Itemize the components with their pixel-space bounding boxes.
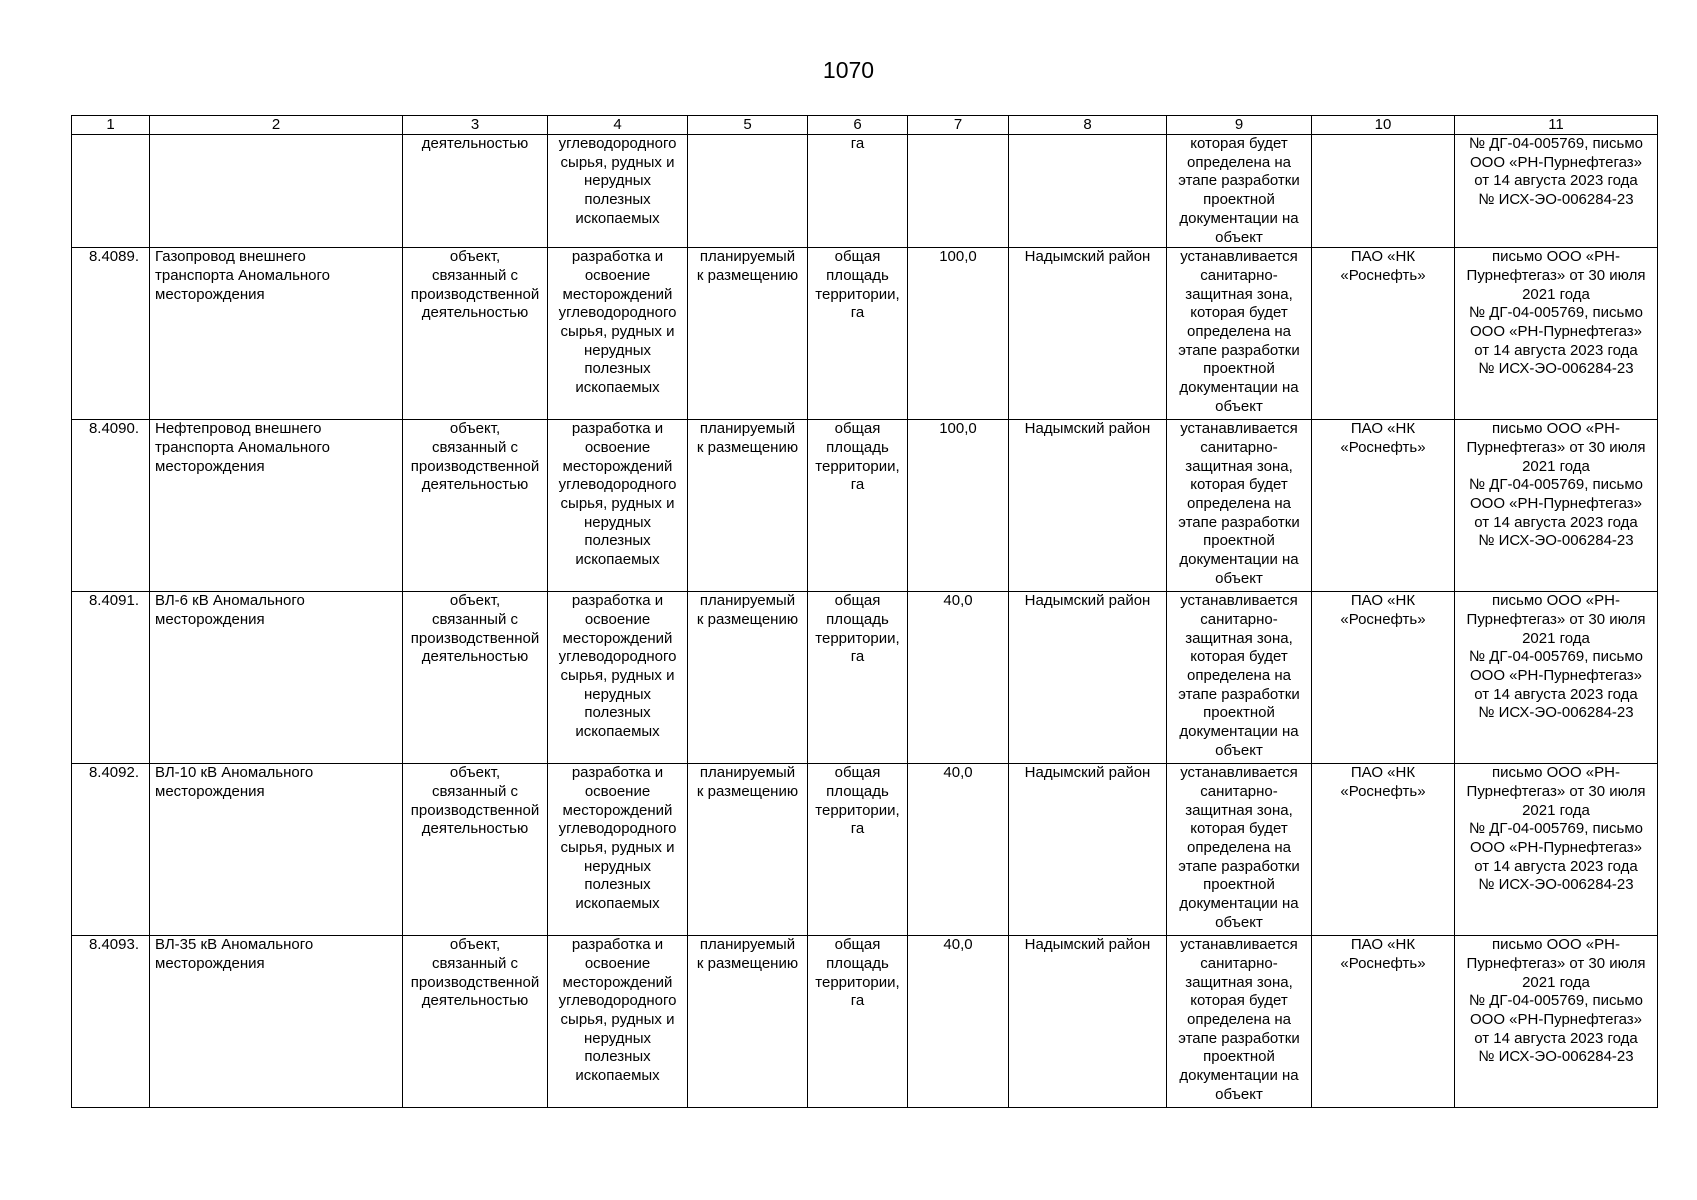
column-number: 3 — [403, 116, 548, 135]
object-name-line: ВЛ-10 кВ Аномального — [155, 764, 314, 782]
object-purpose — [548, 764, 688, 936]
object-owner-line: ПАО «НК — [1350, 592, 1416, 610]
object-zone-line: объект — [1215, 397, 1263, 415]
object-purpose — [548, 592, 688, 764]
object-purpose-line: сырья, рудных и — [560, 1011, 675, 1029]
object-purpose-line: полезных — [584, 360, 651, 378]
object-unit — [808, 420, 908, 592]
object-source-line: ООО «РН-Пурнефтегаз» — [1469, 667, 1643, 685]
column-number-row — [72, 116, 1658, 135]
object-zone-line: документации на — [1179, 379, 1299, 397]
object-purpose-line: углеводородного — [558, 820, 677, 838]
object-unit-line: территории, — [815, 457, 900, 475]
object-unit — [808, 764, 908, 936]
object-type-line: связанный с — [431, 438, 519, 456]
object-source-line: № ИСХ-ЭО-006284-23 — [1478, 1048, 1634, 1066]
object-zone-line: которая будет — [1190, 135, 1288, 152]
object-source-line: № ИСХ-ЭО-006284-23 — [1478, 532, 1634, 550]
object-purpose-line: разработка и — [571, 420, 664, 438]
object-zone-line: защитная зона, — [1185, 801, 1293, 819]
object-unit-line: га — [850, 820, 865, 838]
object-zone-line: этапе разработки — [1178, 685, 1300, 703]
column-number: 8 — [1009, 116, 1167, 135]
column-number: 11 — [1455, 116, 1658, 135]
object-type-line: производственной — [410, 285, 540, 303]
object-source-line: от 14 августа 2023 года — [1474, 685, 1638, 703]
object-type-line: связанный с — [431, 954, 519, 972]
object-purpose-line: месторождений — [562, 457, 673, 475]
object-zone-line: этапе разработки — [1178, 1029, 1300, 1047]
object-type-line: производственной — [410, 801, 540, 819]
object-purpose — [548, 936, 688, 1108]
row-number: 8.4090. — [72, 420, 150, 592]
row-number: 8.4093. — [72, 936, 150, 1108]
object-zone-line: определена на — [1187, 153, 1291, 171]
object-zone-line: устанавливается — [1180, 420, 1298, 438]
object-name-line: месторождения — [155, 285, 265, 303]
object-zone-line: устанавливается — [1180, 248, 1298, 266]
object-source-line: 2021 года — [1522, 801, 1590, 819]
object-purpose-line: ископаемых — [575, 379, 660, 397]
object-source-line: ООО «РН-Пурнефтегаз» — [1469, 1011, 1643, 1029]
object-zone-line: документации на — [1179, 895, 1299, 913]
object-zone-line: этапе разработки — [1178, 341, 1300, 359]
object-zone-line: которая будет — [1190, 476, 1288, 494]
object-zone-line: проектной — [1203, 191, 1275, 209]
object-source-line: от 14 августа 2023 года — [1474, 857, 1638, 875]
object-type-line: деятельностью — [421, 135, 529, 152]
object-source-line: № ДГ-04-005769, письмо — [1468, 304, 1644, 322]
object-type — [403, 420, 548, 592]
object-purpose-line: ископаемых — [575, 723, 660, 741]
object-source-line: ООО «РН-Пурнефтегаз» — [1469, 495, 1643, 513]
object-source-line: письмо ООО «РН- — [1492, 592, 1620, 610]
object-zone-line: санитарно- — [1200, 782, 1278, 800]
object-name-line: месторождения — [155, 610, 265, 628]
object-zone — [1167, 420, 1312, 592]
object-source-line: 2021 года — [1522, 973, 1590, 991]
object-source — [1455, 420, 1658, 592]
table-row — [72, 764, 1658, 936]
object-name-line: транспорта Аномального — [155, 266, 330, 284]
object-status — [688, 764, 808, 936]
column-number: 2 — [150, 116, 403, 135]
object-zone-line: проектной — [1203, 876, 1275, 894]
column-number: 5 — [688, 116, 808, 135]
object-owner-line: «Роснефть» — [1340, 266, 1426, 284]
object-source-line: № ДГ-04-005769, письмо — [1468, 476, 1644, 494]
object-name — [150, 592, 403, 764]
object-purpose-line: сырья, рудных и — [560, 667, 675, 685]
object-unit-line: площадь — [826, 438, 889, 456]
object-type-line: деятельностью — [421, 648, 529, 666]
object-name-line: ВЛ-6 кВ Аномального — [155, 592, 305, 610]
object-purpose-line: углеводородного — [558, 304, 677, 322]
object-zone-line: документации на — [1179, 209, 1299, 227]
object-status-line: к размещению — [696, 438, 799, 456]
object-status-line: к размещению — [696, 782, 799, 800]
object-status — [688, 248, 808, 420]
object-purpose-line: углеводородного — [558, 476, 677, 494]
object-value — [908, 135, 1009, 248]
object-value: 100,0 — [908, 248, 1009, 420]
object-unit-line: га — [850, 135, 865, 152]
object-owner-line: ПАО «НК — [1350, 420, 1416, 438]
object-zone-line: которая будет — [1190, 304, 1288, 322]
object-source-line: от 14 августа 2023 года — [1474, 172, 1638, 190]
object-source-line: от 14 августа 2023 года — [1474, 513, 1638, 531]
object-purpose-line: освоение — [584, 610, 651, 628]
object-source-line: ООО «РН-Пурнефтегаз» — [1469, 323, 1643, 341]
object-zone-line: документации на — [1179, 723, 1299, 741]
object-purpose-line: месторождений — [562, 801, 673, 819]
object-zone-line: документации на — [1179, 1067, 1299, 1085]
object-unit-line: га — [850, 648, 865, 666]
object-status-line: к размещению — [696, 610, 799, 628]
object-source — [1455, 592, 1658, 764]
object-type — [403, 592, 548, 764]
object-unit-line: га — [850, 476, 865, 494]
page-number: 1070 — [822, 57, 875, 83]
object-purpose-line: освоение — [584, 782, 651, 800]
object-type-line: объект, — [449, 420, 501, 438]
object-type-line: деятельностью — [421, 992, 529, 1010]
object-status-line: планируемый — [699, 592, 796, 610]
object-purpose-line: месторождений — [562, 629, 673, 647]
object-name — [150, 248, 403, 420]
object-zone — [1167, 135, 1312, 248]
object-value: 40,0 — [908, 764, 1009, 936]
row-number — [72, 135, 150, 248]
object-name-line: Газопровод внешнего — [155, 248, 306, 266]
object-status — [688, 936, 808, 1108]
object-source-line: 2021 года — [1522, 457, 1590, 475]
object-source — [1455, 936, 1658, 1108]
object-purpose-line: месторождений — [562, 973, 673, 991]
object-purpose-line: полезных — [584, 532, 651, 550]
object-status — [688, 420, 808, 592]
row-number: 8.4092. — [72, 764, 150, 936]
object-source — [1455, 135, 1658, 248]
object-unit-line: общая — [834, 248, 881, 266]
object-source-line: от 14 августа 2023 года — [1474, 1029, 1638, 1047]
object-name — [150, 135, 403, 248]
object-unit-line: общая — [834, 936, 881, 954]
object-zone-line: документации на — [1179, 551, 1299, 569]
object-zone-line: устанавливается — [1180, 764, 1298, 782]
object-type-line: производственной — [410, 973, 540, 991]
object-purpose-line: нерудных — [583, 172, 652, 190]
table-row — [72, 592, 1658, 764]
object-purpose-line: сырья, рудных и — [560, 153, 675, 171]
object-source-line: № ИСХ-ЭО-006284-23 — [1478, 191, 1634, 209]
object-zone-line: защитная зона, — [1185, 285, 1293, 303]
object-purpose-line: разработка и — [571, 248, 664, 266]
object-district: Надымский район — [1009, 764, 1167, 936]
object-source-line: письмо ООО «РН- — [1492, 420, 1620, 438]
object-zone-line: санитарно- — [1200, 266, 1278, 284]
object-type-line: объект, — [449, 248, 501, 266]
object-source-line: письмо ООО «РН- — [1492, 936, 1620, 954]
object-source-line: ООО «РН-Пурнефтегаз» — [1469, 153, 1643, 171]
object-zone-line: которая будет — [1190, 992, 1288, 1010]
object-status — [688, 592, 808, 764]
object-zone-line: санитарно- — [1200, 438, 1278, 456]
object-status-line: планируемый — [699, 764, 796, 782]
object-value: 40,0 — [908, 936, 1009, 1108]
object-name — [150, 420, 403, 592]
object-zone-line: объект — [1215, 1085, 1263, 1103]
object-unit-line: территории, — [815, 801, 900, 819]
object-type-line: связанный с — [431, 266, 519, 284]
object-source-line: Пурнефтегаз» от 30 июля — [1466, 782, 1646, 800]
object-status — [688, 135, 808, 248]
object-type-line: производственной — [410, 629, 540, 647]
table-row — [72, 420, 1658, 592]
object-purpose — [548, 248, 688, 420]
object-owner — [1312, 248, 1455, 420]
object-unit — [808, 248, 908, 420]
object-name-line: ВЛ-35 кВ Аномального — [155, 936, 314, 954]
object-unit-line: общая — [834, 592, 881, 610]
object-purpose-line: углеводородного — [558, 648, 677, 666]
object-zone-line: объект — [1215, 741, 1263, 759]
object-type — [403, 248, 548, 420]
column-number: 6 — [808, 116, 908, 135]
object-type-line: производственной — [410, 457, 540, 475]
object-zone-line: проектной — [1203, 360, 1275, 378]
table-row — [72, 248, 1658, 420]
object-source-line: 2021 года — [1522, 285, 1590, 303]
object-owner — [1312, 592, 1455, 764]
object-name-line: месторождения — [155, 954, 265, 972]
object-zone-line: проектной — [1203, 704, 1275, 722]
object-source-line: № ДГ-04-005769, письмо — [1468, 648, 1644, 666]
object-status-line: планируемый — [699, 420, 796, 438]
object-zone-line: определена на — [1187, 667, 1291, 685]
object-purpose-line: ископаемых — [575, 551, 660, 569]
object-owner-line: ПАО «НК — [1350, 936, 1416, 954]
object-owner — [1312, 420, 1455, 592]
object-type-line: объект, — [449, 764, 501, 782]
object-purpose-line: нерудных — [583, 341, 652, 359]
register-table — [71, 115, 1658, 1108]
column-number: 1 — [72, 116, 150, 135]
object-purpose-line: сырья, рудных и — [560, 323, 675, 341]
column-number: 7 — [908, 116, 1009, 135]
object-status-line: к размещению — [696, 266, 799, 284]
object-source-line: ООО «РН-Пурнефтегаз» — [1469, 839, 1643, 857]
object-zone-line: проектной — [1203, 1048, 1275, 1066]
object-zone-line: защитная зона, — [1185, 973, 1293, 991]
object-zone-line: проектной — [1203, 532, 1275, 550]
object-district — [1009, 135, 1167, 248]
object-zone-line: этапе разработки — [1178, 857, 1300, 875]
object-owner — [1312, 936, 1455, 1108]
object-purpose-line: нерудных — [583, 513, 652, 531]
object-owner-line: ПАО «НК — [1350, 248, 1416, 266]
object-source-line: № ИСХ-ЭО-006284-23 — [1478, 360, 1634, 378]
object-source-line: Пурнефтегаз» от 30 июля — [1466, 954, 1646, 972]
object-source-line: Пурнефтегаз» от 30 июля — [1466, 438, 1646, 456]
object-purpose-line: разработка и — [571, 936, 664, 954]
object-purpose-line: ископаемых — [575, 895, 660, 913]
row-number: 8.4089. — [72, 248, 150, 420]
object-purpose-line: разработка и — [571, 764, 664, 782]
object-unit-line: территории, — [815, 629, 900, 647]
object-zone-line: объект — [1215, 228, 1263, 246]
object-unit-line: общая — [834, 420, 881, 438]
object-unit-line: территории, — [815, 285, 900, 303]
object-owner-line: ПАО «НК — [1350, 764, 1416, 782]
object-district: Надымский район — [1009, 936, 1167, 1108]
object-type-line: объект, — [449, 936, 501, 954]
object-status-line: к размещению — [696, 954, 799, 972]
object-purpose-line: сырья, рудных и — [560, 839, 675, 857]
object-district: Надымский район — [1009, 248, 1167, 420]
object-owner-line: «Роснефть» — [1340, 954, 1426, 972]
object-owner-line: «Роснефть» — [1340, 782, 1426, 800]
object-type — [403, 936, 548, 1108]
object-unit — [808, 592, 908, 764]
object-zone-line: защитная зона, — [1185, 629, 1293, 647]
object-district: Надымский район — [1009, 420, 1167, 592]
object-type — [403, 764, 548, 936]
object-zone-line: объект — [1215, 569, 1263, 587]
object-purpose-line: нерудных — [583, 857, 652, 875]
object-purpose-line: нерудных — [583, 685, 652, 703]
object-status-line: планируемый — [699, 248, 796, 266]
object-source-line: от 14 августа 2023 года — [1474, 341, 1638, 359]
object-name-line: месторождения — [155, 782, 265, 800]
object-name — [150, 936, 403, 1108]
table-row — [72, 936, 1658, 1108]
object-purpose-line: углеводородного — [558, 135, 677, 152]
object-unit-line: территории, — [815, 973, 900, 991]
object-type-line: связанный с — [431, 610, 519, 628]
object-status-line: планируемый — [699, 936, 796, 954]
object-type-line: деятельностью — [421, 304, 529, 322]
object-type-line: деятельностью — [421, 820, 529, 838]
object-source-line: Пурнефтегаз» от 30 июля — [1466, 610, 1646, 628]
object-zone-line: устанавливается — [1180, 936, 1298, 954]
object-source-line: письмо ООО «РН- — [1492, 248, 1620, 266]
object-zone-line: определена на — [1187, 495, 1291, 513]
object-name-line: Нефтепровод внешнего — [155, 420, 322, 438]
object-purpose-line: полезных — [584, 191, 651, 209]
object-value: 100,0 — [908, 420, 1009, 592]
column-number: 9 — [1167, 116, 1312, 135]
object-unit-line: га — [850, 304, 865, 322]
object-source-line: № ИСХ-ЭО-006284-23 — [1478, 876, 1634, 894]
object-source-line: № ДГ-04-005769, письмо — [1468, 820, 1644, 838]
object-name-line: месторождения — [155, 457, 265, 475]
object-purpose-line: полезных — [584, 1048, 651, 1066]
object-purpose-line: полезных — [584, 704, 651, 722]
object-zone — [1167, 936, 1312, 1108]
object-zone — [1167, 764, 1312, 936]
object-purpose — [548, 135, 688, 248]
object-owner-line: «Роснефть» — [1340, 438, 1426, 456]
object-owner — [1312, 135, 1455, 248]
object-zone-line: определена на — [1187, 323, 1291, 341]
object-source — [1455, 764, 1658, 936]
object-zone-line: которая будет — [1190, 820, 1288, 838]
object-unit — [808, 135, 908, 248]
table-body — [72, 116, 1658, 1108]
object-zone — [1167, 248, 1312, 420]
object-purpose-line: месторождений — [562, 285, 673, 303]
column-number: 4 — [548, 116, 688, 135]
object-type-line: деятельностью — [421, 476, 529, 494]
object-unit-line: площадь — [826, 266, 889, 284]
object-zone-line: определена на — [1187, 839, 1291, 857]
object-zone-line: этапе разработки — [1178, 513, 1300, 531]
object-purpose-line: нерудных — [583, 1029, 652, 1047]
object-zone-line: защитная зона, — [1185, 457, 1293, 475]
object-purpose-line: освоение — [584, 954, 651, 972]
object-unit-line: га — [850, 992, 865, 1010]
object-name-line: транспорта Аномального — [155, 438, 330, 456]
object-unit-line: площадь — [826, 610, 889, 628]
object-zone-line: санитарно- — [1200, 954, 1278, 972]
object-type-line: объект, — [449, 592, 501, 610]
object-source-line: Пурнефтегаз» от 30 июля — [1466, 266, 1646, 284]
object-zone-line: устанавливается — [1180, 592, 1298, 610]
object-unit — [808, 936, 908, 1108]
object-purpose-line: ископаемых — [575, 209, 660, 227]
object-zone-line: объект — [1215, 913, 1263, 931]
object-purpose-line: освоение — [584, 266, 651, 284]
object-value: 40,0 — [908, 592, 1009, 764]
object-zone-line: определена на — [1187, 1011, 1291, 1029]
object-purpose-line: ископаемых — [575, 1067, 660, 1085]
object-name — [150, 764, 403, 936]
row-number: 8.4091. — [72, 592, 150, 764]
object-zone-line: санитарно- — [1200, 610, 1278, 628]
object-purpose — [548, 420, 688, 592]
object-source-line: № ДГ-04-005769, письмо — [1468, 992, 1644, 1010]
object-purpose-line: освоение — [584, 438, 651, 456]
table-row-continuation — [72, 135, 1658, 248]
object-unit-line: общая — [834, 764, 881, 782]
object-source-line: письмо ООО «РН- — [1492, 764, 1620, 782]
object-zone-line: которая будет — [1190, 648, 1288, 666]
object-owner-line: «Роснефть» — [1340, 610, 1426, 628]
object-district: Надымский район — [1009, 592, 1167, 764]
column-number: 10 — [1312, 116, 1455, 135]
object-zone — [1167, 592, 1312, 764]
object-type-line: связанный с — [431, 782, 519, 800]
object-unit-line: площадь — [826, 954, 889, 972]
object-unit-line: площадь — [826, 782, 889, 800]
object-purpose-line: углеводородного — [558, 992, 677, 1010]
object-type — [403, 135, 548, 248]
object-owner — [1312, 764, 1455, 936]
object-purpose-line: сырья, рудных и — [560, 495, 675, 513]
object-source — [1455, 248, 1658, 420]
object-source-line: № ДГ-04-005769, письмо — [1468, 135, 1644, 152]
object-source-line: № ИСХ-ЭО-006284-23 — [1478, 704, 1634, 722]
object-purpose-line: разработка и — [571, 592, 664, 610]
object-source-line: 2021 года — [1522, 629, 1590, 647]
object-zone-line: этапе разработки — [1178, 172, 1300, 190]
object-purpose-line: полезных — [584, 876, 651, 894]
